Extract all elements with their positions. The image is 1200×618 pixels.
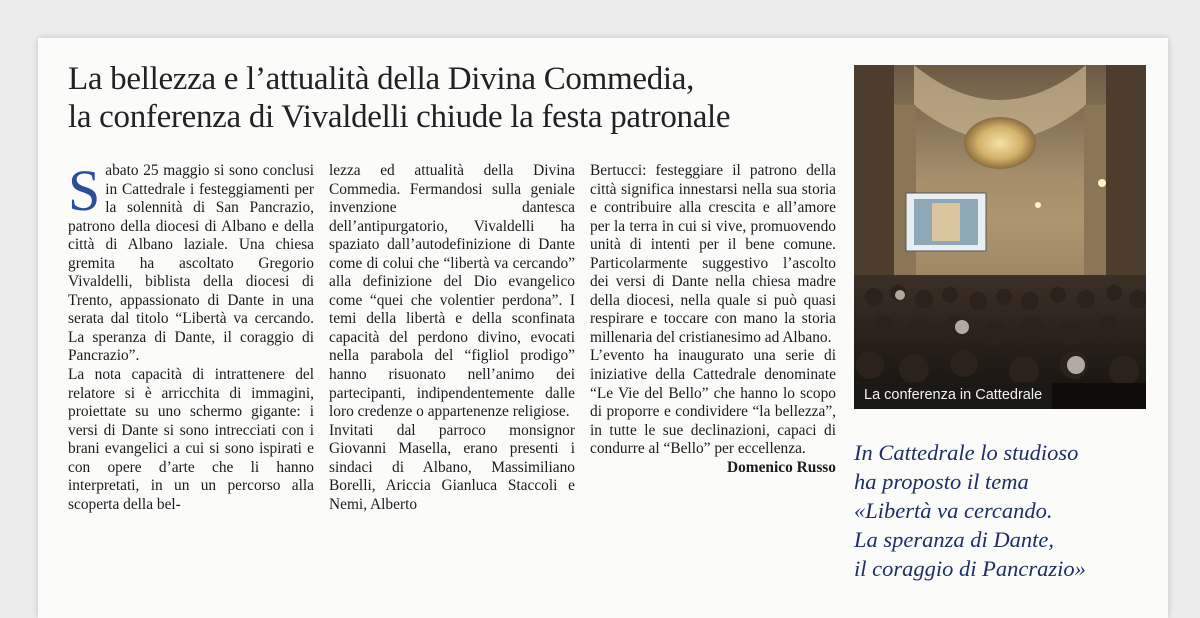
photo-caption: La conferenza in Cattedrale xyxy=(854,382,1052,409)
headline-line-2: la conferenza di Vivaldelli chiude la festa patronale xyxy=(68,99,731,135)
pull-quote-line: il coraggio di Pancrazio» xyxy=(854,556,1086,581)
paragraph: Invitati dal parroco monsignor Giovanni Masella, erano presenti i sindaci di Albano, Massimiliano Borelli, Ariccia Gianluca Staccoli e Nemi, Alberto xyxy=(329,421,575,513)
paragraph: Bertucci: festeggiare il patrono della città significa innestarsi nella sua storia e contribuire alla crescita e all’amore per la terra in cui si vive, promuovendo unità di intenti per il bene comune. Particolarmente suggestivo l’ascolto dei versi di Dante nella chiesa madre della diocesi, nella quale si può quasi respirare e toccare con mano la storia millenaria del cristianesimo ad Albano. xyxy=(590,162,836,346)
paragraph xyxy=(68,158,314,366)
paragraph: lezza ed attualità della Divina Commedia. Fermandosi sulla geniale invenzione dantesca dell’antipurgatorio, Vivaldelli ha spaziato dall’autodefinizione di Dante come di colui che “libertà va cercando” alla definizione del Dio evangelico come “quei che volentier perdona”. I temi della libertà e della sconfinata capacità del perdono divino, evocati nella parabola del “figliol prodigo” hanno risuonato nell’animo dei partecipanti, indipendentemente dalle loro credenze o appartenenze religiose. xyxy=(329,162,575,421)
pull-quote-line: In Cattedrale lo studioso xyxy=(854,440,1079,465)
pull-quote-line: La speranza di Dante, xyxy=(854,527,1055,552)
paragraph-text: abato 25 maggio si sono conclusi in Cattedrale i festeggiamenti per la solennità di San Pancrazio, patrono della diocesi di Albano e della città di Albano laziale. Una chiesa gremita ha ascoltato Gregorio Vivaldelli, biblista della diocesi di Trento, appassionato di Dante in una serata dal titolo “Libertà va cercando. La speranza di Dante, il coraggio di Pancrazio”. xyxy=(68,162,314,365)
drop-cap: S xyxy=(68,158,101,223)
article-column-3 xyxy=(590,162,836,477)
paragraph: L’evento ha inaugurato una serie di iniziative della Cattedrale denominate “Le Vie del Bello” che hanno lo scopo di proporre e condividere “la bellezza”, in tutte le sue declinazioni, capaci di condurre al “Bello” per eccellenza. xyxy=(590,347,836,458)
article-column-1 xyxy=(68,158,314,514)
pull-quote-line: «Libertà va cercando. xyxy=(854,498,1053,523)
article-headline xyxy=(68,60,838,136)
author-signature: Domenico Russo xyxy=(726,458,836,476)
pull-quote-line: ha proposto il tema xyxy=(854,469,1029,494)
newspaper-page xyxy=(38,38,1168,618)
headline-line-1: La bellezza e l’attualità della Divina Commedia, xyxy=(68,61,695,97)
article-column-2 xyxy=(329,162,575,514)
cathedral-photo xyxy=(854,65,1146,409)
paragraph: La nota capacità di intrattenere del relatore si è arricchita di immagini, proiettate su uno schermo gigante: i versi di Dante si sono intrecciati con i brani evangelici a cui si sono ispirati e con opere d’arte che li hanno interpretati, in un un percorso alla scoperta della bel- xyxy=(68,366,314,513)
cathedral-interior-image xyxy=(854,65,1146,409)
pull-quote xyxy=(854,438,1154,583)
